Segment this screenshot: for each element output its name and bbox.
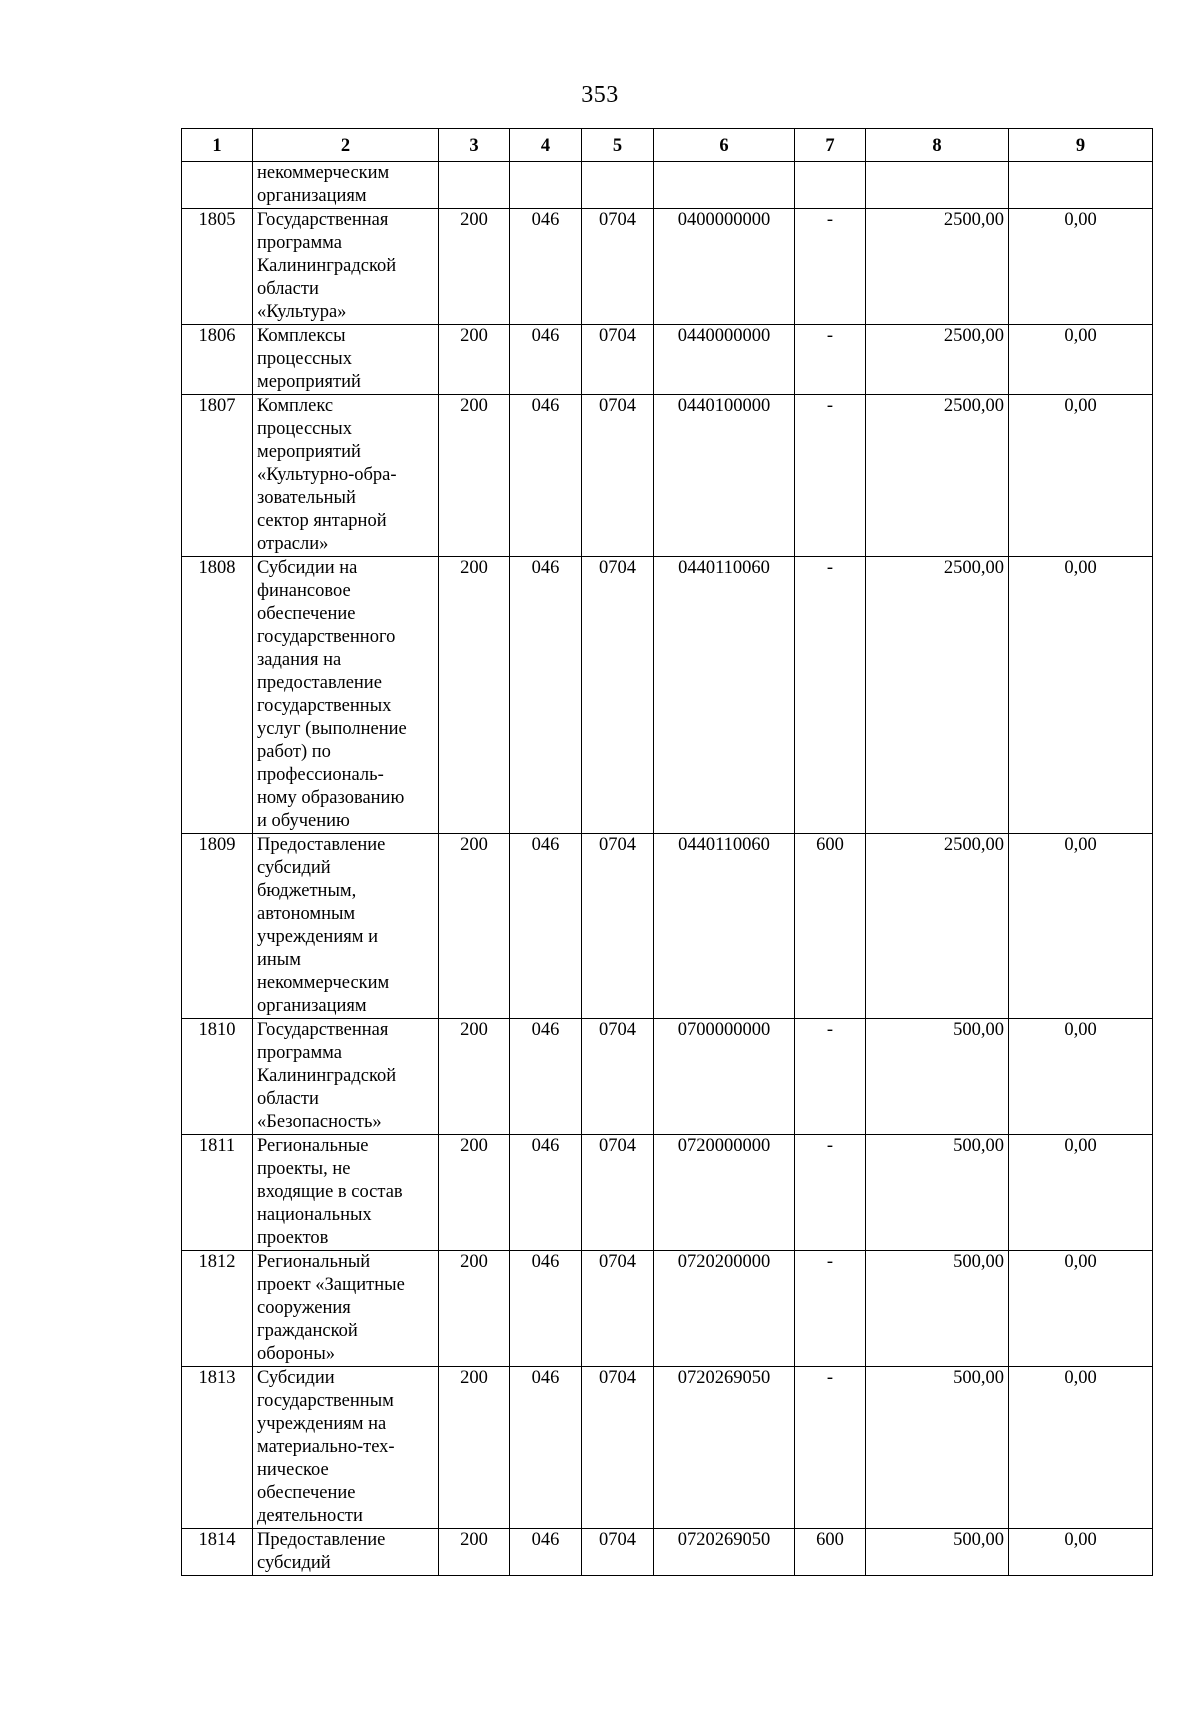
cell-col-7 [795, 162, 866, 209]
table-row [182, 834, 1153, 1019]
column-header-6: 6 [654, 129, 795, 162]
cell-col-7: - [795, 1367, 866, 1529]
cell-col-8: 2500,00 [866, 557, 1009, 834]
cell-col-9: 0,00 [1009, 1135, 1153, 1251]
cell-col-9: 0,00 [1009, 209, 1153, 325]
table-row [182, 325, 1153, 395]
cell-col-3 [439, 162, 510, 209]
cell-col-5: 0704 [582, 325, 654, 395]
row-number: 1808 [182, 557, 253, 834]
page-number: 353 [581, 82, 619, 108]
row-name-text: Предоставление субсидий [257, 1530, 386, 1573]
cell-col-5: 0704 [582, 1251, 654, 1367]
row-name [253, 209, 439, 325]
cell-col-7: - [795, 209, 866, 325]
table-row [182, 1251, 1153, 1367]
table-row [182, 162, 1153, 209]
cell-col-3: 200 [439, 209, 510, 325]
cell-col-6: 0400000000 [654, 209, 795, 325]
cell-col-5: 0704 [582, 1135, 654, 1251]
row-number [182, 162, 253, 209]
cell-col-4: 046 [510, 557, 582, 834]
table-row [182, 395, 1153, 557]
cell-col-3: 200 [439, 1251, 510, 1367]
cell-col-9: 0,00 [1009, 1251, 1153, 1367]
row-name-text: некоммерческим организациям [257, 163, 390, 206]
cell-col-9: 0,00 [1009, 1529, 1153, 1576]
row-name-text: Комплекс процессных мероприятий «Культурно-обра- зовательный сектор янтарной отрасли» [257, 396, 397, 554]
cell-col-7: 600 [795, 1529, 866, 1576]
table-row [182, 1529, 1153, 1576]
row-name-text: Субсидии государственным учреждениям на материально-тех- ническое обеспечение деятельности [257, 1368, 395, 1526]
cell-col-9: 0,00 [1009, 1367, 1153, 1529]
row-name-text: Комплексы процессных мероприятий [257, 326, 361, 392]
row-name [253, 834, 439, 1019]
row-name [253, 557, 439, 834]
cell-col-6: 0440100000 [654, 395, 795, 557]
column-header-2: 2 [253, 129, 439, 162]
cell-col-8: 500,00 [866, 1135, 1009, 1251]
row-number: 1813 [182, 1367, 253, 1529]
row-number: 1805 [182, 209, 253, 325]
cell-col-4: 046 [510, 834, 582, 1019]
cell-col-5: 0704 [582, 1019, 654, 1135]
cell-col-8: 2500,00 [866, 325, 1009, 395]
cell-col-3: 200 [439, 325, 510, 395]
row-number: 1812 [182, 1251, 253, 1367]
cell-col-4: 046 [510, 1529, 582, 1576]
table-row [182, 1135, 1153, 1251]
row-name-text: Государственная программа Калининградской области «Безопасность» [257, 1020, 397, 1132]
table-header-row [182, 129, 1153, 162]
cell-col-6: 0440000000 [654, 325, 795, 395]
cell-col-8: 500,00 [866, 1019, 1009, 1135]
cell-col-5: 0704 [582, 834, 654, 1019]
cell-col-4 [510, 162, 582, 209]
cell-col-3: 200 [439, 1135, 510, 1251]
row-name-text: Государственная программа Калининградской области «Культура» [257, 210, 397, 322]
cell-col-3: 200 [439, 1529, 510, 1576]
cell-col-4: 046 [510, 209, 582, 325]
row-name [253, 395, 439, 557]
cell-col-3: 200 [439, 557, 510, 834]
cell-col-8: 500,00 [866, 1367, 1009, 1529]
row-name [253, 1367, 439, 1529]
row-name-text: Субсидии на финансовое обеспечение государственного задания на предоставление государственных услуг (выполнение работ) по профессиональ- ному образованию и обучению [257, 558, 407, 831]
cell-col-7: - [795, 557, 866, 834]
cell-col-6: 0440110060 [654, 557, 795, 834]
cell-col-5: 0704 [582, 1367, 654, 1529]
column-header-7: 7 [795, 129, 866, 162]
cell-col-6: 0720200000 [654, 1251, 795, 1367]
cell-col-9: 0,00 [1009, 1019, 1153, 1135]
cell-col-5 [582, 162, 654, 209]
cell-col-3: 200 [439, 834, 510, 1019]
cell-col-3: 200 [439, 395, 510, 557]
row-name [253, 1529, 439, 1576]
cell-col-8: 500,00 [866, 1529, 1009, 1576]
row-number: 1811 [182, 1135, 253, 1251]
cell-col-4: 046 [510, 1251, 582, 1367]
table-row [182, 557, 1153, 834]
cell-col-9: 0,00 [1009, 395, 1153, 557]
cell-col-6: 0720269050 [654, 1529, 795, 1576]
cell-col-4: 046 [510, 395, 582, 557]
column-header-9: 9 [1009, 129, 1153, 162]
cell-col-6: 0440110060 [654, 834, 795, 1019]
column-header-8: 8 [866, 129, 1009, 162]
column-header-3: 3 [439, 129, 510, 162]
cell-col-8: 500,00 [866, 1251, 1009, 1367]
row-number: 1810 [182, 1019, 253, 1135]
cell-col-5: 0704 [582, 557, 654, 834]
cell-col-6: 0700000000 [654, 1019, 795, 1135]
budget-table [181, 128, 1153, 1576]
cell-col-8: 2500,00 [866, 395, 1009, 557]
cell-col-7: - [795, 395, 866, 557]
cell-col-6: 0720000000 [654, 1135, 795, 1251]
cell-col-9: 0,00 [1009, 834, 1153, 1019]
table-row [182, 209, 1153, 325]
table-row [182, 1019, 1153, 1135]
row-name-text: Региональные проекты, не входящие в состав национальных проектов [257, 1136, 403, 1248]
cell-col-4: 046 [510, 1367, 582, 1529]
cell-col-5: 0704 [582, 1529, 654, 1576]
cell-col-7: - [795, 1251, 866, 1367]
column-header-5: 5 [582, 129, 654, 162]
cell-col-8 [866, 162, 1009, 209]
row-number: 1806 [182, 325, 253, 395]
row-name [253, 1135, 439, 1251]
cell-col-3: 200 [439, 1019, 510, 1135]
cell-col-4: 046 [510, 325, 582, 395]
cell-col-3: 200 [439, 1367, 510, 1529]
cell-col-4: 046 [510, 1019, 582, 1135]
row-name-text: Региональный проект «Защитные сооружения гражданской обороны» [257, 1252, 405, 1364]
cell-col-7: - [795, 1019, 866, 1135]
row-number: 1809 [182, 834, 253, 1019]
cell-col-9 [1009, 162, 1153, 209]
cell-col-5: 0704 [582, 209, 654, 325]
table-row [182, 1367, 1153, 1529]
cell-col-9: 0,00 [1009, 325, 1153, 395]
cell-col-6 [654, 162, 795, 209]
cell-col-5: 0704 [582, 395, 654, 557]
row-number: 1814 [182, 1529, 253, 1576]
row-name [253, 1251, 439, 1367]
cell-col-7: - [795, 1135, 866, 1251]
row-number: 1807 [182, 395, 253, 557]
cell-col-9: 0,00 [1009, 557, 1153, 834]
column-header-1: 1 [182, 129, 253, 162]
column-header-4: 4 [510, 129, 582, 162]
cell-col-7: - [795, 325, 866, 395]
cell-col-6: 0720269050 [654, 1367, 795, 1529]
cell-col-7: 600 [795, 834, 866, 1019]
row-name-text: Предоставление субсидий бюджетным, автономным учреждениям и иным некоммерческим организациям [257, 835, 390, 1016]
row-name [253, 1019, 439, 1135]
cell-col-4: 046 [510, 1135, 582, 1251]
cell-col-8: 2500,00 [866, 834, 1009, 1019]
row-name [253, 162, 439, 209]
table-body [182, 162, 1153, 1576]
cell-col-8: 2500,00 [866, 209, 1009, 325]
row-name [253, 325, 439, 395]
